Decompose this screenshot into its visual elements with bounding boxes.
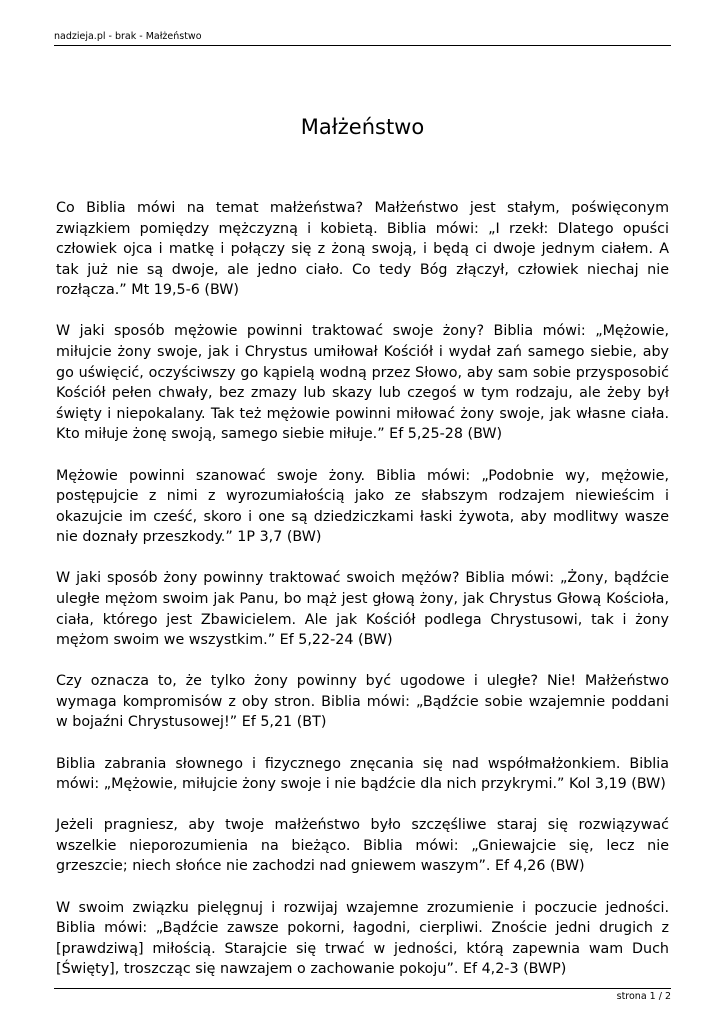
paragraph-1: Co Biblia mówi na temat małżeństwa? Małżeństwo jest stałym, poświęconym związkiem pomiędzy mężczyzną i kobietą. Biblia mówi: „I rzekł: Dlatego opuści człowiek ojca i matkę i połączy się z żoną swoją, i będą ci dwoje jednym ciałem. A tak już nie są dwoje, ale jedno ciało. Co tedy Bóg złączył, człowiek niechaj nie rozłącza.” Mt 19,5-6 (BW) — [56, 200, 669, 299]
paragraph-5: Czy oznacza to, że tylko żony powinny być ugodowe i uległe? Nie! Małżeństwo wymaga kompromisów z oby stron. Biblia mówi: „Bądźcie sobie wzajemnie poddani w bojaźni Chrystusowej!” Ef 5,21 (BT) — [56, 673, 669, 731]
paragraph-3: Mężowie powinni szanować swoje żony. Biblia mówi: „Podobnie wy, mężowie, postępujcie z nimi z wyrozumiałością jako ze słabszym rodzajem niewieścim i okazujcie im cześć, skoro i one są dziedziczkami łaski żywota, aby modlitwy wasze nie doznały przeszkody.” 1P 3,7 (BW) — [56, 467, 669, 546]
paragraph-7: Jeżeli pragniesz, aby twoje małżeństwo było szczęśliwe staraj się rozwiązywać wszelkie nieporozumienia na bieżąco. Biblia mówi: „Gniewajcie się, lecz nie grzeszcie; niech słońce nie zachodzi nad gniewem waszym”. Ef 4,26 (BW) — [56, 817, 669, 875]
page-header: nadzieja.pl - brak - Małżeństwo — [54, 31, 202, 42]
paragraph-4: W jaki sposób żony powinny traktować swoich mężów? Biblia mówi: „Żony, bądźcie uległe mężom swoim jak Panu, bo mąż jest głową żony, jak Chrystus Głową Kościoła, ciała, którego jest Zbawicielem. Ale jak Kościół podlega Chrystusowi, tak i żony mężom swoim we wszystkim.” Ef 5,22-24 (BW) — [56, 570, 669, 649]
header-divider — [54, 45, 671, 46]
page-title: Małżeństwo — [300, 115, 425, 139]
article-body — [56, 198, 669, 1000]
paragraph-2: W jaki sposób mężowie powinni traktować swoje żony? Biblia mówi: „Mężowie, miłujcie żony swoje, jak i Chrystus umiłował Kościół i wydał zań samego siebie, aby go uświęcić, oczyściwszy go kąpielą wodną przez Słowo, aby sam sobie przysposobić Kościół pełen chwały, bez zmazy lub skazy lub czegoś w tym rodzaju, ale żeby był święty i niepokalany. Tak też mężowie powinni miłować żony swoje, jak własne ciała. Kto miłuje żonę swoją, samego siebie miłuje.” Ef 5,25-28 (BW) — [56, 323, 669, 443]
paragraph-6: Biblia zabrania słownego i fizycznego znęcania się nad współmałżonkiem. Biblia mówi: „Mężowie, miłujcie żony swoje i nie bądźcie dla nich przykrymi.” Kol 3,19 (BW) — [56, 755, 669, 793]
paragraph-8: W swoim związku pielęgnuj i rozwijaj wzajemne zrozumienie i poczucie jedności. Biblia mówi: „Bądźcie zawsze pokorni, łagodni, cierpliwi. Znoście jedni drugich z [prawdziwą] miłością. Starajcie się trwać w jedności, którą zapewnia wam Duch [Święty], troszcząc się nawzajem o zachowanie pokoju”. Ef 4,2-3 (BWP) — [56, 899, 669, 978]
page-number: strona 1 / 2 — [616, 991, 671, 1002]
footer-divider — [54, 988, 671, 989]
